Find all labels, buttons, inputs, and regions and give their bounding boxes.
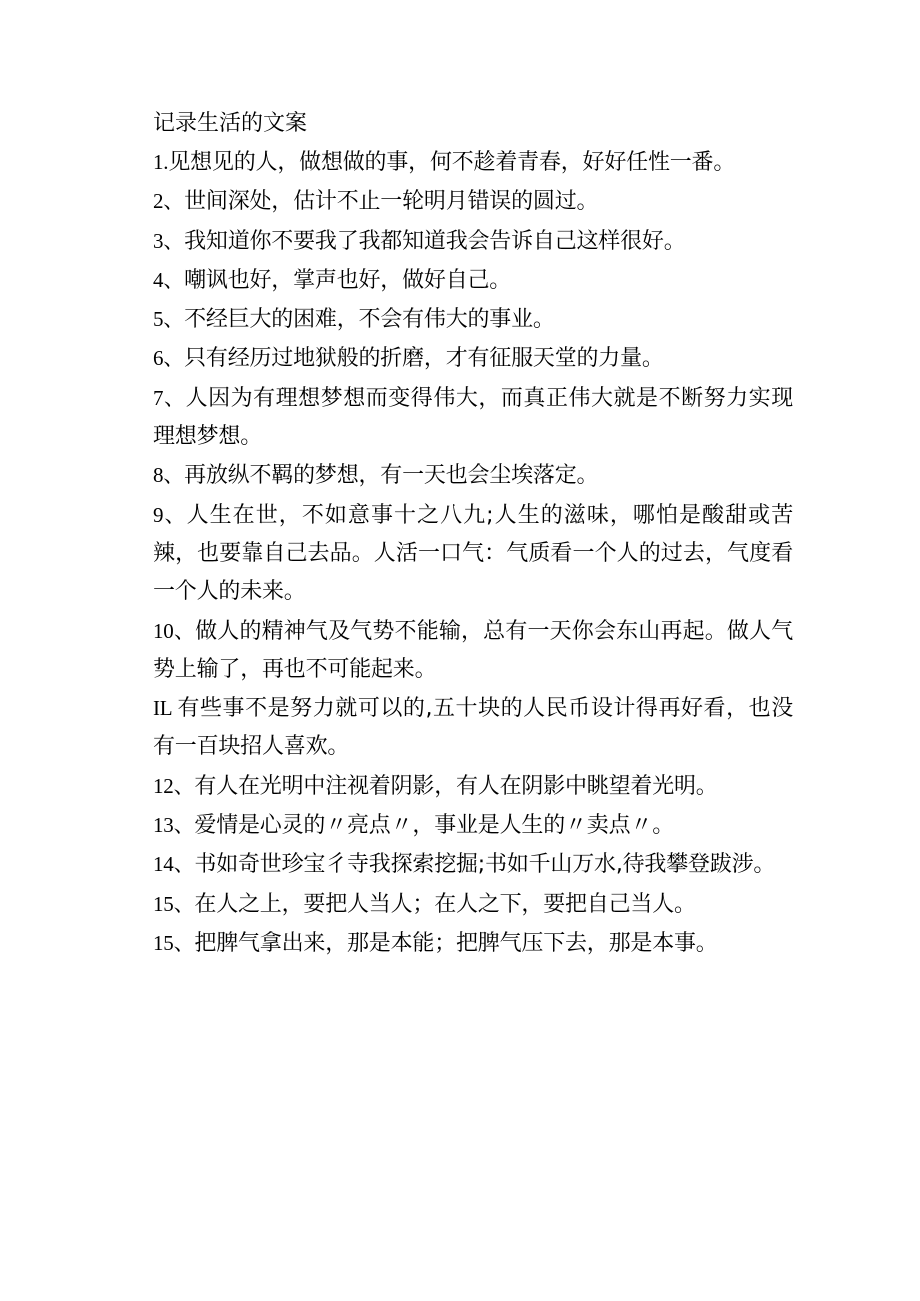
quote-text: 世间深处，估计不止一轮明月错误的圆过。 <box>184 189 599 215</box>
quote-item <box>153 689 793 767</box>
quote-number: 12、 <box>153 773 195 798</box>
quote-text: 爱情是心灵的〃亮点〃，事业是人生的〃卖点〃。 <box>194 813 675 839</box>
quote-number: 5、 <box>153 307 185 332</box>
document-title: 记录生活的文案 <box>153 111 308 136</box>
quote-item <box>153 339 793 378</box>
quote-number: 9、 <box>153 502 187 527</box>
quote-item <box>153 261 793 300</box>
quote-item <box>153 182 793 221</box>
quote-text: 在人之上，要把人当人；在人之下，要把自己当人。 <box>194 891 696 917</box>
quote-number: 10、 <box>153 618 196 643</box>
quote-text: 做人的精神气及气势不能输，总有一天你会东山再起。做人气势上输了，再也不可能起来。 <box>153 618 793 682</box>
quote-number: 3、 <box>153 228 185 253</box>
quote-item <box>153 806 793 845</box>
quote-number: 2、 <box>153 189 185 214</box>
quote-text: 再放纵不羁的梦想，有一天也会尘埃落定。 <box>184 463 599 489</box>
quote-number: 14、 <box>153 852 195 877</box>
quote-text: 人因为有理想梦想而变得伟大，而真正伟大就是不断努力实现理想梦想。 <box>153 385 793 450</box>
quote-item <box>153 885 793 924</box>
quote-number: 1. <box>153 150 169 174</box>
quote-text: 见想见的人，做想做的事，何不趁着青春，好好任性一番。 <box>168 150 736 175</box>
quote-text: 有些事不是努力就可以的,五十块的人民币设计得再好看，也没有一百块招人喜欢。 <box>153 696 793 760</box>
quote-text: 把脾气拿出来，那是本能；把脾气压下去，那是本事。 <box>194 930 718 956</box>
quote-item <box>153 767 793 806</box>
quote-number: 15、 <box>153 930 195 955</box>
quote-number: 4、 <box>153 267 185 292</box>
quote-item <box>153 222 793 261</box>
quote-text: 只有经历过地狱般的折磨，才有征服天堂的力量。 <box>184 346 664 372</box>
quote-text: 我知道你不要我了我都知道我会告诉自己这样很好。 <box>184 228 686 254</box>
quote-item <box>153 496 793 612</box>
quote-text: 人生在世，不如意事十之八九;人生的滋味，哪怕是酸甜或苦辣，也要靠自己去品。人活一口气：气质看一个人的过去，气度看一个人的未来。 <box>153 502 793 605</box>
quote-item <box>153 379 793 457</box>
quote-text: 书如奇世珍宝彳寺我探索挖掘;书如千山万水,待我攀登跋涉。 <box>194 852 776 878</box>
quote-list <box>153 143 793 963</box>
quote-number: 8、 <box>153 463 185 488</box>
quote-number: 7、 <box>153 385 186 410</box>
quote-item <box>153 456 793 495</box>
quote-number: IL <box>153 696 178 721</box>
quote-number: 6、 <box>153 346 185 371</box>
quote-item <box>153 143 793 182</box>
quote-text: 嘲讽也好，掌声也好，做好自己。 <box>184 267 512 293</box>
quote-number: 13、 <box>153 813 195 838</box>
quote-item <box>153 612 793 690</box>
quote-text: 不经巨大的困难，不会有伟大的事业。 <box>184 307 555 333</box>
quote-number: 15、 <box>153 891 195 916</box>
quote-item <box>153 300 793 339</box>
quote-text: 有人在光明中注视着阴影，有人在阴影中眺望着光明。 <box>194 773 718 799</box>
quote-item <box>153 845 793 884</box>
quote-item <box>153 924 793 963</box>
